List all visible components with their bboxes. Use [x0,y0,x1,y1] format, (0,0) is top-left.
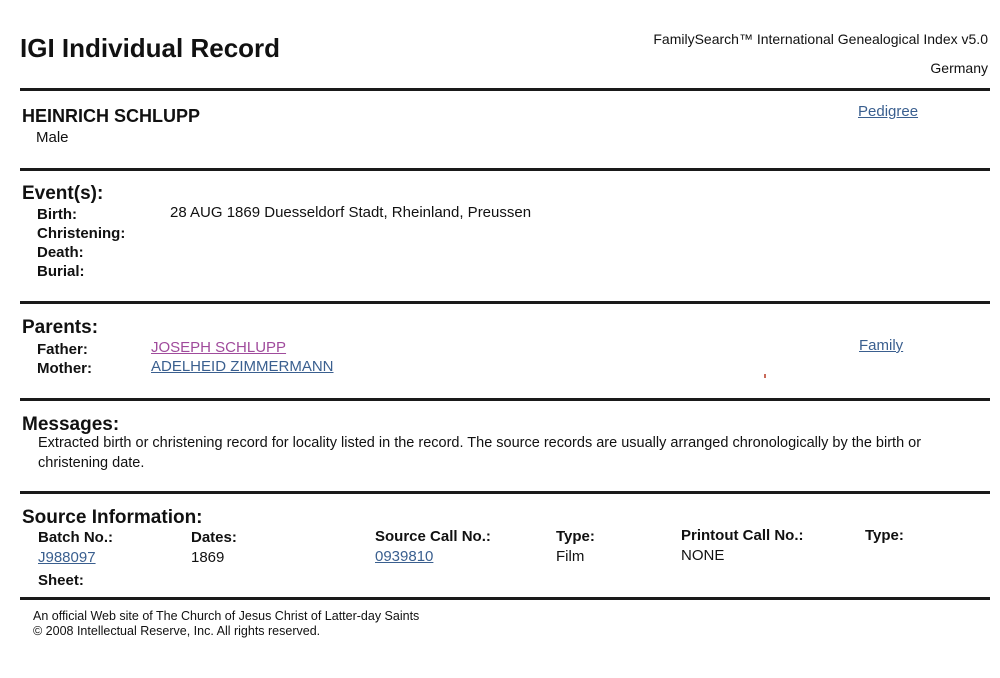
burial-label: Burial: [37,263,85,280]
divider [20,398,990,401]
source-call-label: Source Call No.: [375,528,491,545]
message-text: Extracted birth or christening record for locality listed in the record. The source records are usually arranged chronologically by the birth or christening date. [38,435,922,471]
printout-call-label: Printout Call No.: [681,527,804,544]
divider [20,88,990,91]
source-heading: Source Information: [22,507,203,528]
batch-number-link[interactable]: J988097 [38,549,96,566]
mother-label: Mother: [37,360,92,377]
region-label: Germany [930,60,988,76]
footer-copyright: © 2008 Intellectual Reserve, Inc. All rights reserved. [33,624,321,638]
pedigree-link[interactable]: Pedigree [858,103,919,120]
type-label: Type: [556,528,595,545]
father-name-link[interactable]: JOSEPH SCHLUPP [151,339,287,356]
messages-heading: Messages: [22,414,120,435]
page-title: IGI Individual Record [20,33,281,63]
parents-heading: Parents: [22,317,99,338]
divider [20,301,990,304]
father-label: Father: [37,341,88,358]
dates-label: Dates: [191,529,237,546]
death-label: Death: [37,244,84,261]
dates-value: 1869 [191,549,225,566]
events-heading: Event(s): [22,183,104,204]
type2-label: Type: [865,527,904,544]
christening-label: Christening: [37,225,126,242]
family-link[interactable]: Family [859,337,904,354]
mother-name-link[interactable]: ADELHEID ZIMMERMANN [151,358,334,375]
divider [20,597,990,600]
divider [20,491,990,494]
type-value: Film [556,548,585,565]
source-call-link[interactable]: 0939810 [375,548,434,565]
footer-line-1: An official Web site of The Church of Jesus Christ of Latter-day Saints [33,609,420,623]
person-name: HEINRICH SCHLUPP [22,106,201,126]
sheet-label: Sheet: [38,572,84,589]
index-source-line: FamilySearch™ International Genealogical Index v5.0 [653,31,988,47]
birth-label: Birth: [37,206,77,223]
birth-value: 28 AUG 1869 Duesseldorf Stadt, Rheinland, Preussen [170,204,532,221]
scan-speck [764,374,766,378]
batch-label: Batch No.: [38,529,113,546]
person-sex: Male [36,129,69,146]
printout-call-value: NONE [681,547,725,564]
divider [20,168,990,171]
